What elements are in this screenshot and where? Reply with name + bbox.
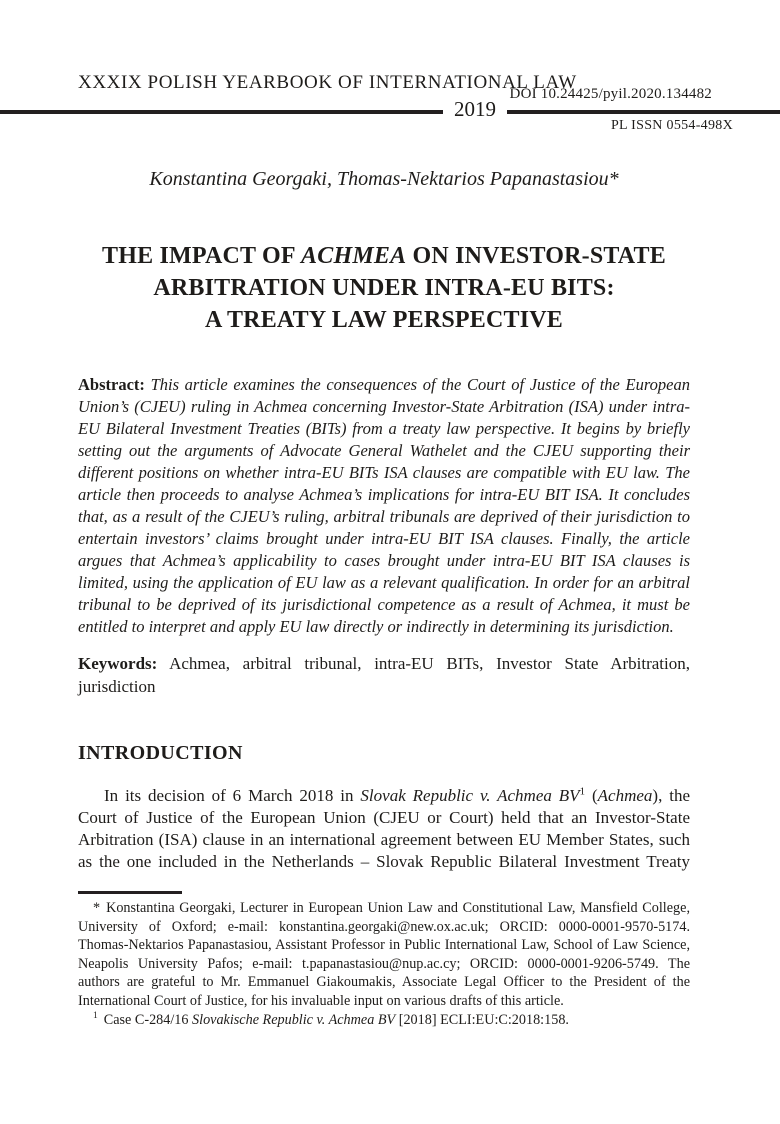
case-short-name: Achmea xyxy=(597,786,653,805)
article-title xyxy=(78,240,690,336)
footnote-ref-marker: 1 xyxy=(579,785,586,798)
footnote-case-name: Slovakische Republic v. Achmea BV xyxy=(192,1011,396,1028)
footnote-star xyxy=(78,899,690,1011)
keywords-section xyxy=(78,652,690,698)
header-rule-right xyxy=(507,110,780,114)
footnote-marker: 1 xyxy=(93,1010,98,1021)
journal-title: XXXIX POLISH YEARBOOK OF INTERNATIONAL LAW xyxy=(78,72,577,93)
title-text-segment: A TREATY LAW PERSPECTIVE xyxy=(204,307,563,333)
text-segment: Case C-284/16 xyxy=(103,1011,193,1028)
title-text-segment: THE IMPACT OF xyxy=(102,243,302,269)
introduction-paragraph xyxy=(78,785,690,873)
abstract-section xyxy=(78,374,690,638)
footnote-1 xyxy=(78,1011,690,1030)
keywords-text: Achmea, arbitral tribunal, intra-EU BITs, Investor State Arbitration, jurisdiction xyxy=(78,654,691,696)
footnote-marker: * xyxy=(93,900,101,916)
authors-line: Konstantina Georgaki, Thomas-Nektarios Papanastasiou* xyxy=(149,168,619,190)
abstract-text: This article examines the consequences of the Court of Justice of the European Union’s (CJEU) ruling in Achmea concerning Investor-State Arbitration (ISA) under intra-EU Bilateral Investment Treaties (BITs) from a treaty law perspective. It begins by briefly setting out the arguments of Advocate General Wathelet and the CJEU supporting their different positions on whether intra-EU BITs ISA clauses are compatible with EU law. The article then proceeds to analyse Achmea’s implications for intra-EU BIT ISA. It concludes that, as a result of the CJEU’s ruling, arbitral tribunals are deprived of their jurisdiction to entertain investors’ claims brought under intra-EU BIT ISA clauses. Finally, the article argues that Achmea’s applicability to cases brought under intra-EU BIT ISA clauses is limited, using the application of EU law as a relevant qualification. In order for an arbitral tribunal to be deprived of its jurisdictional competence as a result of Achmea, it must be entitled to interpret and apply EU law directly or indirectly in determining its jurisdiction. xyxy=(78,375,690,636)
text-segment: ( xyxy=(585,786,598,805)
text-segment: ), the Court of Justice of the European Union (CJEU or Court) held that an Investor-State Arbitration (ISA) clause in an international agreement between EU Member States, such as the one included in the Netherlands – Slovak Republic Bilateral Investment Treaty xyxy=(78,786,690,871)
keywords-label: Keywords: xyxy=(78,654,158,673)
header-rule-left xyxy=(0,110,443,114)
text-segment: [2018] ECLI:EU:C:2018:158. xyxy=(395,1011,569,1028)
title-text-segment: ARBITRATION UNDER INTRA-EU BITS: xyxy=(153,275,615,301)
doi-label: DOI 10.24425/pyil.2020.134482 xyxy=(509,86,712,102)
text-segment: In its decision of 6 March 2018 in xyxy=(104,786,361,805)
title-text-segment: ON INVESTOR-STATE xyxy=(406,243,666,269)
publication-year: 2019 xyxy=(454,97,496,121)
footnote-separator-rule xyxy=(78,891,182,894)
title-case-emphasis: ACHMEA xyxy=(301,243,407,269)
case-name-italic: Slovak Republic v. Achmea BV xyxy=(360,786,580,805)
issn-label: PL ISSN 0554-498X xyxy=(610,118,733,133)
footnotes-block xyxy=(78,899,690,1029)
introduction-heading: INTRODUCTION xyxy=(78,742,243,764)
footnote-text: Konstantina Georgaki, Lecturer in European Union Law and Constitutional Law, Mansfield College, University of Oxford; e-mail: konstantina.georgaki@new.ox.ac.uk; ORCID: 0000-0001-9570-5174. Thomas-Nektarios Papanastasiou, Assistant Professor in Public International Law, School of Law Science, Neapolis University Pafos; e-mail: t.papanastasiou@nup.ac.cy; ORCID: 0000-0001-9206-5749. The authors are grateful to Mr. Emmanuel Giakoumakis, Associate Legal Officer to the President of the International Court of Justice, for his invaluable input on various drafts of this article. xyxy=(78,900,690,1009)
abstract-label: Abstract: xyxy=(78,375,145,394)
